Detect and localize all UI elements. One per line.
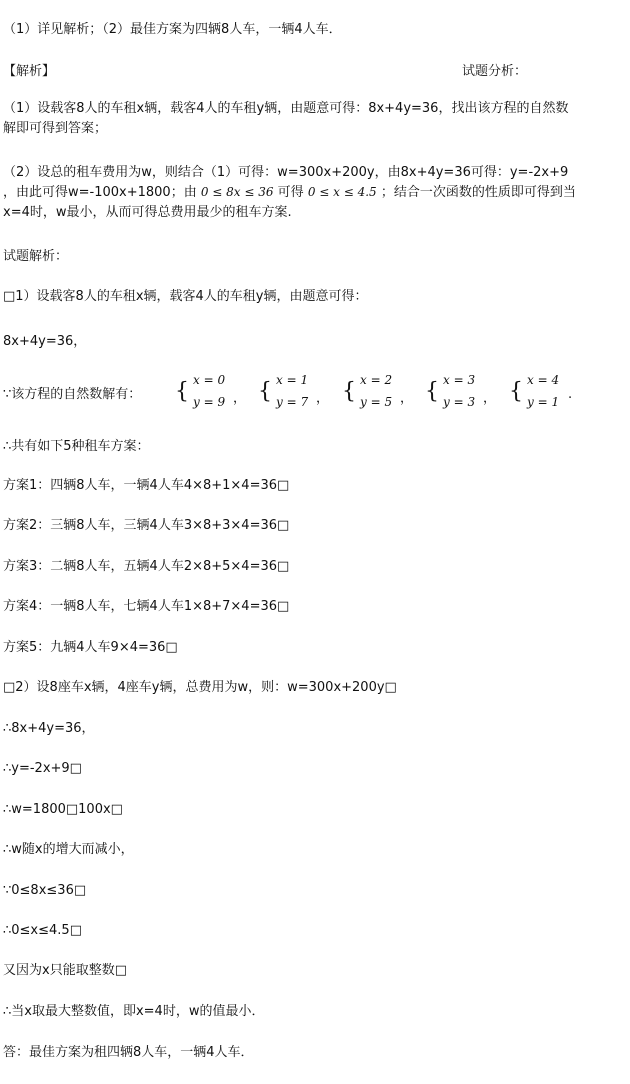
brace-glyph: {	[258, 379, 272, 404]
analysis-label: 【解析】	[3, 64, 56, 79]
plans-count: ∴共有如下5种租车方案：	[3, 439, 150, 454]
system-x: x = 3	[443, 373, 476, 387]
final-answer: 答：最佳方案为租四辆8人车，一辆4人车．	[3, 1045, 254, 1060]
brace-glyph: {	[509, 379, 523, 404]
analysis-part1-line2: 解即可得到答案；	[3, 121, 108, 136]
natural-solutions-label: ∵该方程的自然数解有：	[3, 387, 142, 402]
brace-glyph: {	[425, 379, 439, 404]
plan-3: 方案3：二辆8人车，五辆4人车2×8+5×4=36□	[3, 559, 290, 574]
system-y: y = 7	[276, 395, 309, 409]
system-x: x = 0	[193, 373, 226, 387]
plan-5: 方案5：九辆4人车9×4=36□	[3, 640, 178, 655]
step-line: ∴8x+4y=36，	[3, 721, 95, 736]
step-line: ∴w=1800□100x□	[3, 802, 123, 817]
solution-title: 试题解析：	[3, 249, 69, 264]
analysis-part2-line2	[3, 184, 576, 201]
analysis-part2-line3: x=4时，w最小，从而可得总费用最少的租车方案.	[3, 205, 292, 220]
step-line: ∴w随x的增大而减小，	[3, 842, 134, 857]
separator: ，	[400, 391, 414, 406]
end-dot: .	[568, 387, 573, 402]
system-y: y = 3	[443, 395, 476, 409]
inequality-expression: 0 ≤ 8x ≤ 36	[200, 185, 274, 199]
solution-step2: □2）设8座车x辆，4座车y辆，总费用为w，则：w=300x+200y□	[3, 680, 397, 695]
analysis-text: ；结合一次函数的性质即可得到当	[380, 185, 576, 200]
step-line: ∴当x取最大整数值，即x=4时，w的值最小．	[3, 1004, 265, 1019]
step-line: 又因为x只能取整数□	[3, 963, 127, 978]
system-x: x = 1	[276, 373, 309, 387]
analysis-heading: 试题分析：	[462, 64, 528, 79]
system-y: y = 9	[193, 395, 226, 409]
brace-glyph: {	[342, 379, 356, 404]
system-y: y = 5	[360, 395, 393, 409]
answer-line: （1）详见解析；（2）最佳方案为四辆8人车，一辆4人车．	[3, 22, 342, 37]
system-y: y = 1	[527, 395, 560, 409]
plan-1: 方案1：四辆8人车，一辆4人车4×8+1×4=36□	[3, 478, 290, 493]
separator: ，	[233, 391, 247, 406]
solution-step1: □1）设载客8人的车租x辆，载客4人的车租y辆，由题意可得：	[3, 289, 368, 304]
analysis-part1-line1: （1）设载客8人的车租x辆，载客4人的车租y辆，由题意可得：8x+4y=36，找出该方程的自然数	[3, 101, 569, 116]
separator: ，	[316, 391, 330, 406]
system-x: x = 4	[527, 373, 560, 387]
analysis-text: 可得	[277, 185, 304, 200]
system-x: x = 2	[360, 373, 393, 387]
step-line: ∵0≤8x≤36□	[3, 883, 87, 898]
step-line: ∴y=-2x+9□	[3, 761, 82, 776]
inequality-expression: 0 ≤ x ≤ 4.5	[307, 185, 377, 199]
analysis-part2-line1: （2）设总的租车费用为w，则结合（1）可得：w=300x+200y，由8x+4y=36可得：y=-2x+9	[3, 165, 569, 180]
analysis-text: ，由此可得w=-100x+1800；由	[3, 185, 197, 200]
plan-4: 方案4：一辆8人车，七辆4人车1×8+7×4=36□	[3, 599, 290, 614]
brace-glyph: {	[175, 379, 189, 404]
equation-line: 8x+4y=36，	[3, 334, 87, 349]
step-line: ∴0≤x≤4.5□	[3, 923, 82, 938]
separator: ，	[483, 391, 497, 406]
plan-2: 方案2：三辆8人车，三辆4人车3×8+3×4=36□	[3, 518, 290, 533]
